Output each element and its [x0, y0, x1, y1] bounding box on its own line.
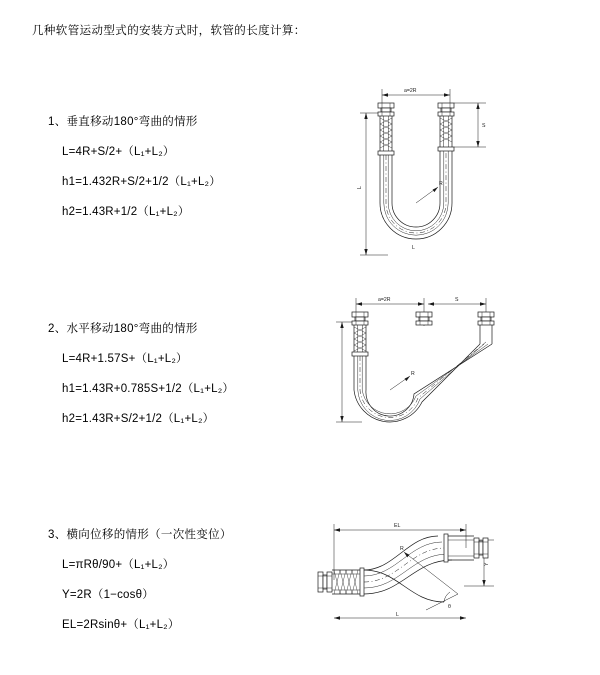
svg-text:L: L — [357, 186, 363, 189]
svg-text:R: R — [400, 546, 404, 552]
hose-left — [352, 325, 368, 356]
svg-text:EL: EL — [394, 523, 401, 529]
section-2-formula-2: h1=1.43R+0.785S+1/2（L₁+L₂） — [62, 383, 235, 395]
dim-l — [334, 612, 466, 620]
vertical-180-bend-diagram — [326, 73, 566, 283]
section-1-formula-1: L=4R+S/2+（L₁+L₂） — [62, 146, 175, 158]
dim-a-2r — [382, 88, 450, 113]
u-bend-loop-skewed — [354, 342, 492, 422]
hose-upper-right — [438, 116, 454, 151]
section-2-formula-1: L=4R+1.57S+（L₁+L₂） — [62, 353, 188, 365]
svg-text:L: L — [396, 612, 399, 618]
section-2-formula-3: h2=1.43R+S/2+1/2（L₁+L₂） — [62, 413, 215, 425]
svg-text:R: R — [439, 181, 443, 187]
flange-center — [416, 312, 432, 325]
flange-left-pipe — [318, 572, 332, 592]
dim-s — [454, 103, 486, 147]
dim-r-theta — [400, 546, 458, 610]
s-curve-hose-body — [364, 570, 444, 626]
section-3-formula-3: EL=2Rsinθ+（L₁+L₂） — [62, 619, 180, 631]
section-3-title: 3、横向位移的情形（一次性变位） — [48, 529, 232, 541]
section-1-text — [48, 113, 328, 219]
svg-text:θ: θ — [448, 604, 451, 610]
section-3-formula-1: L=πRθ/90+（L₁+L₂） — [62, 559, 175, 571]
svg-text:L: L — [412, 245, 415, 251]
svg-text:a=2R: a=2R — [404, 88, 417, 94]
horizontal-180-bend-diagram — [310, 282, 560, 462]
hose-left-straight — [332, 568, 364, 596]
lateral-offset-diagram — [298, 506, 558, 646]
section-1-formula-2: h1=1.432R+S/2+1/2（L₁+L₂） — [62, 176, 221, 188]
svg-text:R: R — [411, 371, 415, 377]
dim-s — [428, 297, 486, 322]
section-3-formula-2: Y=2R（1−cosθ） — [62, 589, 154, 601]
flange-left — [352, 312, 368, 325]
svg-text:a=2R: a=2R — [378, 297, 391, 303]
dim-r — [416, 181, 443, 203]
flange-right — [478, 312, 494, 344]
label-l-bottom — [412, 245, 415, 251]
s-curve-hose — [364, 536, 452, 594]
u-bend-loop — [380, 151, 452, 239]
flange-upper-left — [378, 103, 394, 116]
section-2-title: 2、水平移动180°弯曲的情形 — [48, 323, 198, 335]
page-heading: 几种软管运动型式的安装方式时，软管的长度计算： — [32, 25, 306, 37]
section-1-formula-3: h2=1.43R+1/2（L₁+L₂） — [62, 206, 190, 218]
svg-text:S: S — [455, 297, 459, 303]
section-1-title: 1、垂直移动180°弯曲的情形 — [48, 116, 198, 128]
svg-text:Y: Y — [484, 562, 490, 566]
hose-upper-left — [378, 116, 394, 155]
svg-text:S: S — [482, 123, 486, 129]
flange-upper-right — [438, 103, 454, 116]
dim-r — [390, 371, 415, 390]
section-2-text — [48, 320, 328, 426]
section-3-text — [48, 526, 328, 632]
